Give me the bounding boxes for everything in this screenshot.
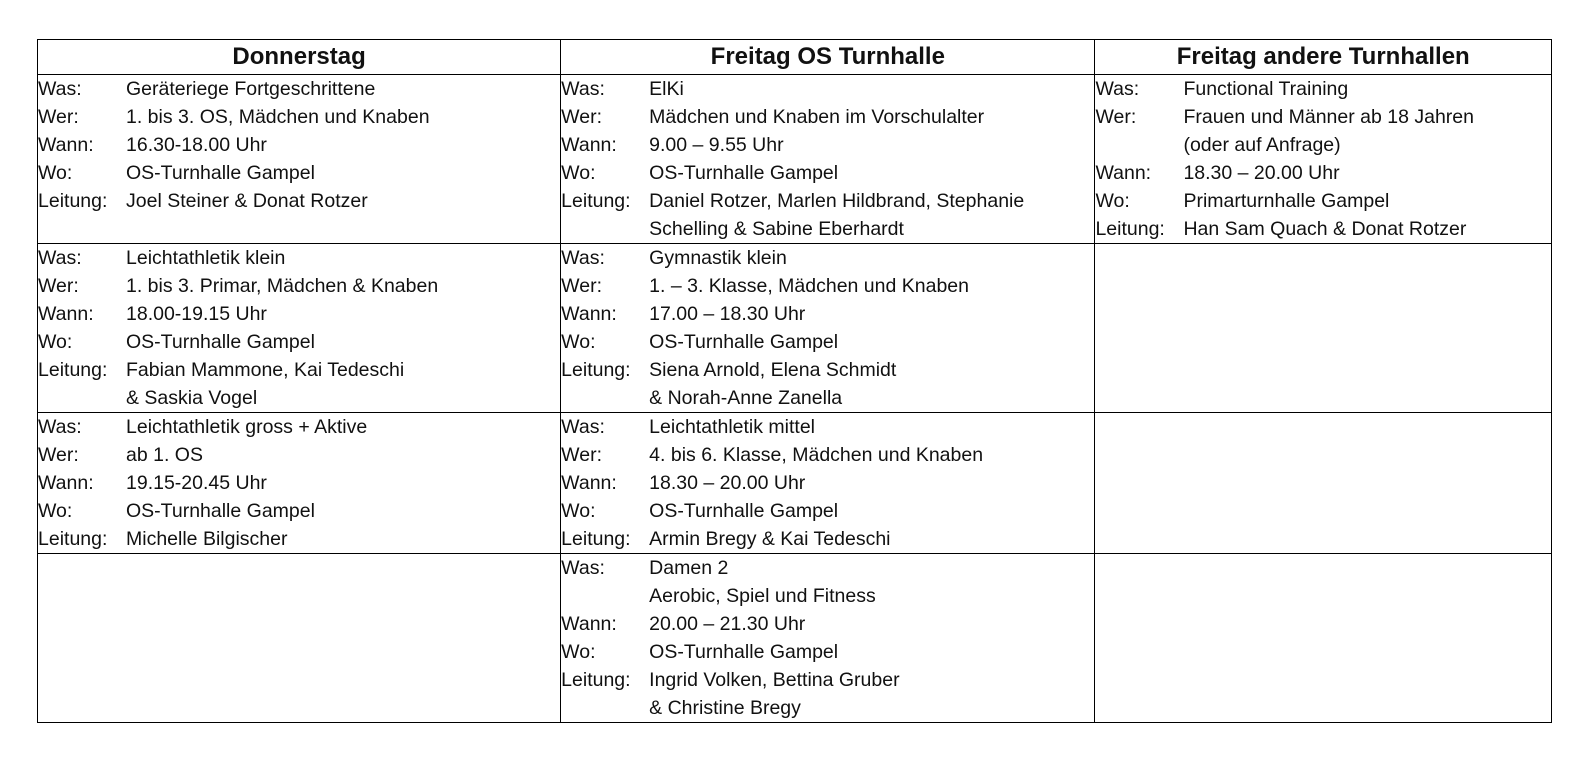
field-label: Leitung: bbox=[38, 359, 108, 381]
entry-line bbox=[561, 554, 1094, 582]
field-label: Wer: bbox=[1095, 106, 1137, 128]
field-value: Functional Training bbox=[1183, 78, 1349, 100]
schedule-table bbox=[37, 39, 1552, 723]
entry-line bbox=[561, 384, 1094, 412]
field-label: Leitung: bbox=[38, 190, 108, 212]
header-freitag-andere-turnhallen: Freitag andere Turnhallen bbox=[1095, 40, 1552, 75]
field-value: Leichtathletik klein bbox=[126, 247, 286, 269]
field-value: OS-Turnhalle Gampel bbox=[649, 500, 839, 522]
field-label: Wann: bbox=[1095, 162, 1152, 184]
entry-line bbox=[38, 187, 560, 215]
entry-line bbox=[38, 131, 560, 159]
entry-line bbox=[38, 103, 560, 131]
table-row bbox=[38, 413, 1552, 554]
field-value: Siena Arnold, Elena Schmidt bbox=[649, 359, 897, 381]
entry-line bbox=[561, 582, 1094, 610]
field-label: Wo: bbox=[38, 500, 73, 522]
entry-line bbox=[38, 244, 560, 272]
field-value: 4. bis 6. Klasse, Mädchen und Knaben bbox=[649, 444, 984, 466]
field-value: 17.00 – 18.30 Uhr bbox=[649, 303, 806, 325]
field-value: OS-Turnhalle Gampel bbox=[126, 500, 315, 522]
entry-line bbox=[38, 356, 560, 384]
field-label: Wann: bbox=[561, 613, 617, 635]
schedule-cell bbox=[38, 244, 561, 413]
field-label: Was: bbox=[561, 416, 605, 438]
field-value: Mädchen und Knaben im Vorschulalter bbox=[649, 106, 985, 128]
field-label: Wer: bbox=[561, 275, 602, 297]
field-value: 1. bis 3. OS, Mädchen und Knaben bbox=[126, 106, 430, 128]
field-value: 18.00-19.15 Uhr bbox=[126, 303, 267, 325]
entry-line bbox=[38, 384, 560, 412]
entry-line bbox=[561, 103, 1094, 131]
field-label: Wann: bbox=[38, 472, 94, 494]
field-label: Wann: bbox=[561, 472, 617, 494]
schedule-cell bbox=[561, 554, 1095, 723]
entry-line bbox=[561, 666, 1094, 694]
table-row bbox=[38, 75, 1552, 244]
field-value: 19.15-20.45 Uhr bbox=[126, 472, 267, 494]
entry-line bbox=[561, 159, 1094, 187]
entry-line bbox=[1095, 215, 1551, 243]
field-label: Leitung: bbox=[561, 528, 631, 550]
entry-line bbox=[561, 413, 1094, 441]
field-value: ElKi bbox=[649, 78, 684, 100]
entry-line bbox=[561, 441, 1094, 469]
schedule-cell bbox=[561, 413, 1095, 554]
field-value: 16.30-18.00 Uhr bbox=[126, 134, 267, 156]
field-value: Frauen und Männer ab 18 Jahren bbox=[1183, 106, 1474, 128]
field-value: Aerobic, Spiel und Fitness bbox=[649, 585, 876, 607]
field-value: Armin Bregy & Kai Tedeschi bbox=[649, 528, 891, 550]
entry-line bbox=[1095, 131, 1551, 159]
field-label: Was: bbox=[561, 247, 605, 269]
entry-line bbox=[1095, 159, 1551, 187]
field-label: Leitung: bbox=[561, 359, 631, 381]
field-value: Leichtathletik gross + Aktive bbox=[126, 416, 368, 438]
field-value: Fabian Mammone, Kai Tedeschi bbox=[126, 359, 405, 381]
entry-line bbox=[561, 525, 1094, 553]
entry-line bbox=[561, 610, 1094, 638]
field-value: Michelle Bilgischer bbox=[126, 528, 288, 550]
entry-line bbox=[38, 497, 560, 525]
field-value: OS-Turnhalle Gampel bbox=[649, 331, 839, 353]
table-row bbox=[38, 554, 1552, 723]
entry-line bbox=[561, 215, 1094, 243]
schedule-cell bbox=[38, 413, 561, 554]
field-value: OS-Turnhalle Gampel bbox=[126, 162, 315, 184]
field-value: Daniel Rotzer, Marlen Hildbrand, Stephanie bbox=[649, 190, 1025, 212]
field-label: Was: bbox=[38, 416, 82, 438]
entry-line bbox=[561, 244, 1094, 272]
entry-line bbox=[38, 413, 560, 441]
field-label: Wo: bbox=[561, 162, 596, 184]
schedule-cell bbox=[1095, 413, 1552, 554]
field-value: Damen 2 bbox=[649, 557, 729, 579]
field-value: & Saskia Vogel bbox=[126, 387, 258, 409]
entry-line bbox=[1095, 187, 1551, 215]
entry-line bbox=[38, 75, 560, 103]
field-label bbox=[561, 694, 649, 722]
field-value: OS-Turnhalle Gampel bbox=[126, 331, 315, 353]
field-value: & Christine Bregy bbox=[649, 697, 801, 719]
entry-line bbox=[561, 272, 1094, 300]
field-label: Wann: bbox=[561, 303, 617, 325]
field-label: Wo: bbox=[1095, 190, 1130, 212]
field-label: Wer: bbox=[561, 106, 602, 128]
field-label: Wo: bbox=[561, 641, 596, 663]
field-label: Wer: bbox=[38, 275, 79, 297]
field-value: 9.00 – 9.55 Uhr bbox=[649, 134, 784, 156]
field-value: (oder auf Anfrage) bbox=[1183, 134, 1341, 156]
entry-line bbox=[38, 525, 560, 553]
entry-line bbox=[561, 75, 1094, 103]
field-label: Wann: bbox=[38, 303, 94, 325]
field-label: Wer: bbox=[561, 444, 602, 466]
schedule-cell bbox=[561, 75, 1095, 244]
field-label: Wer: bbox=[38, 106, 79, 128]
field-label bbox=[561, 582, 649, 610]
field-value: 1. bis 3. Primar, Mädchen & Knaben bbox=[126, 275, 439, 297]
field-value: Primarturnhalle Gampel bbox=[1183, 190, 1390, 212]
field-label: Leitung: bbox=[561, 190, 631, 212]
field-label: Was: bbox=[561, 557, 605, 579]
schedule-cell bbox=[38, 75, 561, 244]
field-label: Wann: bbox=[561, 134, 617, 156]
field-value: Han Sam Quach & Donat Rotzer bbox=[1183, 218, 1467, 240]
entry-line bbox=[561, 328, 1094, 356]
field-value: Geräteriege Fortgeschrittene bbox=[126, 78, 376, 100]
field-label: Was: bbox=[38, 78, 82, 100]
field-value: Leichtathletik mittel bbox=[649, 416, 815, 438]
field-label: Wo: bbox=[561, 500, 596, 522]
field-label bbox=[1095, 131, 1183, 159]
field-value: Ingrid Volken, Bettina Gruber bbox=[649, 669, 900, 691]
field-label bbox=[561, 384, 649, 412]
schedule-cell bbox=[1095, 75, 1552, 244]
entry-line bbox=[561, 300, 1094, 328]
header-freitag-os-turnhalle: Freitag OS Turnhalle bbox=[561, 40, 1095, 75]
field-value: OS-Turnhalle Gampel bbox=[649, 641, 839, 663]
schedule-cell bbox=[38, 554, 561, 723]
entry-line bbox=[38, 159, 560, 187]
field-value: 18.30 – 20.00 Uhr bbox=[649, 472, 806, 494]
entry-line bbox=[38, 441, 560, 469]
field-label: Wer: bbox=[38, 444, 79, 466]
entry-line bbox=[561, 638, 1094, 666]
field-label: Was: bbox=[1095, 78, 1140, 100]
entry-line bbox=[38, 300, 560, 328]
entry-line bbox=[38, 469, 560, 497]
field-label: Was: bbox=[561, 78, 605, 100]
entry-line bbox=[561, 694, 1094, 722]
schedule-cell bbox=[1095, 244, 1552, 413]
field-value: Joel Steiner & Donat Rotzer bbox=[126, 190, 368, 212]
field-label: Wo: bbox=[561, 331, 596, 353]
field-label bbox=[561, 215, 649, 243]
entry-line bbox=[38, 272, 560, 300]
entry-line bbox=[561, 497, 1094, 525]
header-donnerstag: Donnerstag bbox=[38, 40, 561, 75]
schedule-cell bbox=[1095, 554, 1552, 723]
entry-line bbox=[561, 469, 1094, 497]
header-row bbox=[38, 40, 1552, 75]
entry-line bbox=[1095, 75, 1551, 103]
field-value: 1. – 3. Klasse, Mädchen und Knaben bbox=[649, 275, 969, 297]
field-label: Wo: bbox=[38, 162, 73, 184]
entry-line bbox=[561, 187, 1094, 215]
field-label: Leitung: bbox=[38, 528, 108, 550]
field-value: Schelling & Sabine Eberhardt bbox=[649, 218, 904, 240]
entry-line bbox=[1095, 103, 1551, 131]
field-value: 20.00 – 21.30 Uhr bbox=[649, 613, 806, 635]
field-value: Gymnastik klein bbox=[649, 247, 787, 269]
field-label: Leitung: bbox=[1095, 218, 1165, 240]
field-label: Wann: bbox=[38, 134, 94, 156]
entry-line bbox=[38, 328, 560, 356]
schedule-cell bbox=[561, 244, 1095, 413]
field-label: Was: bbox=[38, 247, 82, 269]
field-label: Leitung: bbox=[561, 669, 631, 691]
table-row bbox=[38, 244, 1552, 413]
field-value: ab 1. OS bbox=[126, 444, 203, 466]
entry-line bbox=[561, 131, 1094, 159]
field-label: Wo: bbox=[38, 331, 73, 353]
field-label bbox=[38, 384, 126, 412]
field-value: OS-Turnhalle Gampel bbox=[649, 162, 839, 184]
field-value: & Norah-Anne Zanella bbox=[649, 387, 843, 409]
entry-line bbox=[561, 356, 1094, 384]
field-value: 18.30 – 20.00 Uhr bbox=[1183, 162, 1340, 184]
